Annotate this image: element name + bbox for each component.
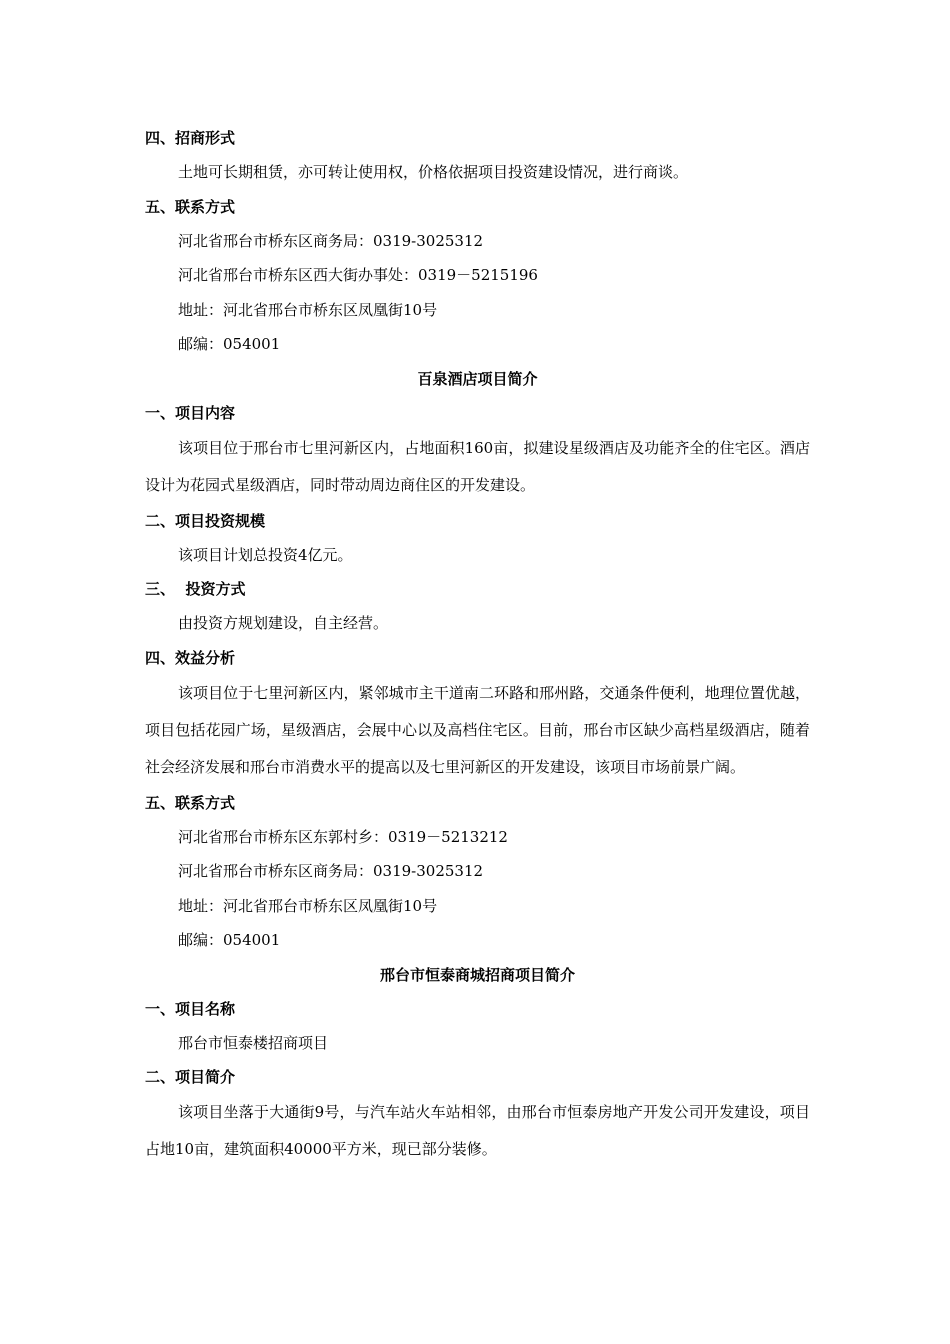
section-heading-investment-method: 三、 投资方式 [145,580,246,598]
section-heading-investment-scale: 二、项目投资规模 [145,511,266,530]
paragraph-investment-method: 由投资方规划建设，自主经营。 [178,614,389,632]
section-heading-project-intro: 二、项目简介 [145,1068,236,1086]
address-line: 地址：河北省邢台市桥东区凤凰街10号 [178,896,438,915]
paragraph-investment-scale: 该项目计划总投资4亿元。 [178,545,353,564]
section-heading-investment-form: 四、招商形式 [145,129,236,147]
contact-line: 河北省邢台市桥东区西大街办事处：0319－5215196 [178,266,538,284]
document-page [145,121,810,1168]
postcode-line: 邮编：054001 [178,335,281,353]
postcode-line: 邮编：054001 [178,931,281,949]
contact-line: 河北省邢台市桥东区商务局：0319-3025312 [178,862,484,880]
section-heading-benefit-analysis: 四、效益分析 [145,648,236,667]
paragraph-project-intro: 该项目坐落于大通街9号，与汽车站火车站相邻，由邢台市恒泰房地产开发公司开发建设，项目占地10亩，建筑面积40000平方米，现已部分装修。 [145,1103,810,1158]
paragraph-benefit-analysis: 该项目位于七里河新区内，紧邻城市主干道南二环路和邢州路，交通条件便利，地理位置优越，项目包括花园广场，星级酒店，会展中心以及高档住宅区。目前，邢台市区缺少高档星级酒店，随着社会经济发展和邢台市消费水平的提高以及七里河新区的开发建设，该项目市场前景广阔。 [145,683,810,776]
section-heading-project-name: 一、项目名称 [145,999,236,1018]
section-heading-contact: 五、联系方式 [145,793,236,812]
paragraph-investment-form: 土地可长期租赁，亦可转让使用权，价格依据项目投资建设情况，进行商谈。 [178,163,689,181]
paragraph-project-name: 邢台市恒泰楼招商项目 [178,1033,329,1052]
contact-line: 河北省邢台市桥东区东郭村乡：0319－5213212 [178,827,508,846]
address-line: 地址：河北省邢台市桥东区凤凰街10号 [178,300,438,319]
project-title-baiquan-hotel: 百泉酒店项目简介 [417,369,538,388]
paragraph-project-content: 该项目位于邢台市七里河新区内，占地面积160亩，拟建设星级酒店及功能齐全的住宅区。酒店设计为花园式星级酒店，同时带动周边商住区的开发建设。 [145,438,810,494]
section-heading-contact: 五、联系方式 [145,197,236,216]
project-title-hengtai-mall: 邢台市恒泰商城招商项目简介 [379,965,575,984]
contact-line: 河北省邢台市桥东区商务局：0319-3025312 [178,231,484,250]
section-heading-project-content: 一、项目内容 [145,403,236,422]
